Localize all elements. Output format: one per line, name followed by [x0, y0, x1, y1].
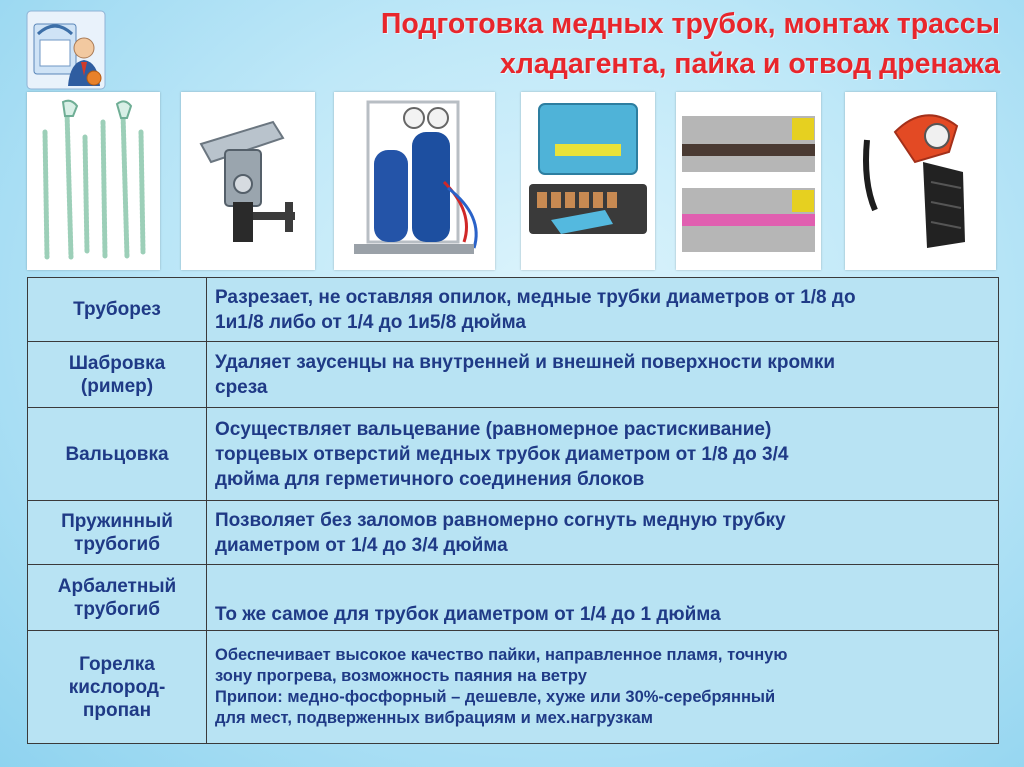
flaring-tool-photo [181, 92, 315, 270]
description-line: Припои: медно-фосфорный – дешевле, хуже или 30%-серебрянный [215, 688, 776, 706]
table-row [28, 565, 999, 631]
table-row [28, 342, 999, 408]
solder-rods-photo [676, 92, 821, 270]
oxygen-propane-torch-photo [334, 92, 495, 270]
description-line: Разрезает, не оставляя опилок, медные трубки диаметров от 1/8 до [215, 286, 856, 308]
tool-description [207, 278, 999, 342]
flaring-tool-icon [181, 92, 315, 270]
flaring-kit-case-photo [521, 92, 655, 270]
spring-pipe-bender-photo [27, 92, 160, 270]
tool-name: Труборез [28, 278, 207, 342]
tool-description [207, 565, 999, 631]
description-line: То же самое для трубок диаметром от 1/4 до 1 дюйма [215, 604, 721, 625]
description-line: Обеспечивает высокое качество пайки, направленное пламя, точную [215, 646, 788, 664]
oxygen-propane-torch-icon [334, 92, 495, 270]
tool-name: Вальцовка [28, 408, 207, 501]
tool-name: Шабровка (ример) [28, 342, 207, 408]
description-line: торцевых отверстий медных трубок диаметром от 1/8 до 3/4 [215, 443, 789, 465]
tool-description [207, 501, 999, 565]
description-line: 1и1/8 либо от 1/4 до 1и5/8 дюйма [215, 311, 526, 333]
tool-name: Горелка кислород-пропан [28, 631, 207, 744]
tool-description [207, 631, 999, 744]
solder-rods-icon [676, 92, 821, 270]
description-line: для мест, подверженных вибрациям и мех.нагрузкам [215, 709, 653, 727]
pipe-cutter-icon [845, 92, 996, 270]
description-line: Осуществляет вальцевание (равномерное растискивание) [215, 418, 772, 440]
title-line-1: Подготовка медных трубок, монтаж трассы [380, 8, 1000, 40]
description-line: диаметром от 1/4 до 3/4 дюйма [215, 534, 508, 556]
title-line-2: хладагента, пайка и отвод дренажа [499, 48, 1000, 80]
page-title [150, 4, 1000, 84]
description-line: зону прогрева, возможность паяния на ветру [215, 667, 587, 685]
tool-description [207, 408, 999, 501]
tool-name: Пружинный трубогиб [28, 501, 207, 565]
table-row [28, 631, 999, 744]
flaring-kit-case-icon [521, 92, 655, 270]
spring-pipe-bender-icon [27, 92, 160, 270]
table-row [28, 408, 999, 501]
table-row [28, 278, 999, 342]
logo-image [26, 10, 106, 90]
tool-name: Арбалетный трубогиб [28, 565, 207, 631]
description-line: среза [215, 376, 268, 398]
description-line: Удаляет заусенцы на внутренней и внешней поверхности кромки [215, 351, 836, 373]
description-line: Позволяет без заломов равномерно согнуть медную трубку [215, 509, 786, 531]
tools-table [27, 277, 999, 744]
table-row [28, 501, 999, 565]
description-line: дюйма для герметичного соединения блоков [215, 468, 645, 490]
tool-description [207, 342, 999, 408]
pipe-cutter-photo [845, 92, 996, 270]
